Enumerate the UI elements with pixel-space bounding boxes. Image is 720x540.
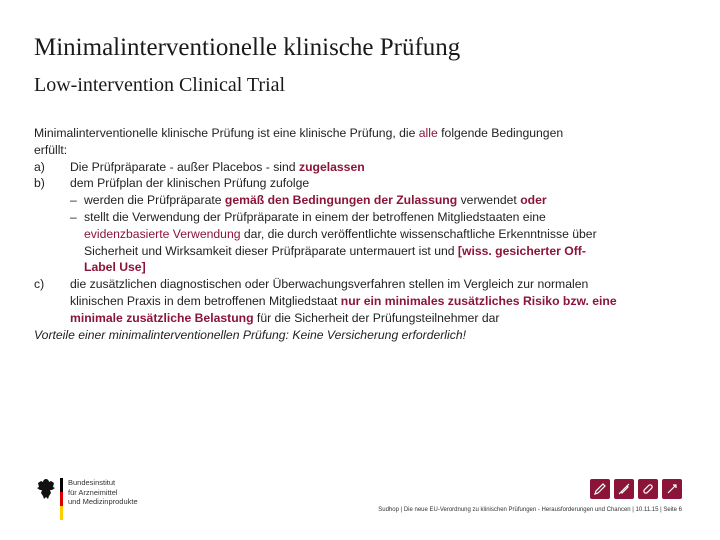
item-c-cont-1 xyxy=(34,293,694,310)
institution-line: für Arzneimittel xyxy=(68,487,118,497)
sub2-text-1: stellt die Verwendung der Prüfpräparate in einem der betroffenen Mitgliedstaaten eine xyxy=(84,209,546,224)
item-a-highlight: zugelassen xyxy=(298,159,365,174)
sub2-highlight-3: [wiss. gesicherter Off- xyxy=(457,243,586,258)
item-a-label: a) xyxy=(34,159,45,174)
pen-icon xyxy=(590,479,610,499)
item-a xyxy=(34,159,694,176)
sub2-text-3: Sicherheit und Wirksamkeit dieser Prüfpräparate untermauert ist und xyxy=(84,243,458,258)
flag-bar xyxy=(60,478,63,520)
dash-bullet: – xyxy=(70,209,77,224)
item-c-text-2: klinischen Praxis in dem betroffenen Mitgliedstaat xyxy=(70,293,341,308)
capsule-icon xyxy=(638,479,658,499)
sub1-text-2: verwendet xyxy=(457,193,521,208)
item-b-sub-2-cont-1 xyxy=(34,226,694,243)
sub1-text-1: werden die Prüfpräparate xyxy=(84,193,225,208)
item-c-text-1: die zusätzlichen diagnostischen oder Überwachungsverfahren stellen im Vergleich zur normalen xyxy=(70,277,589,292)
sub1-highlight: gemäß den Bedingungen der Zulassung xyxy=(224,193,458,208)
item-b xyxy=(34,175,694,192)
dash-bullet: – xyxy=(70,193,77,208)
item-b-label: b) xyxy=(34,176,45,191)
item-b-sub-2-cont-3 xyxy=(34,259,694,276)
federal-eagle-icon xyxy=(36,478,56,500)
item-c xyxy=(34,276,694,293)
item-b-sub-1 xyxy=(34,192,694,209)
item-c-label: c) xyxy=(34,277,45,292)
footer-citation: Sudhop | Die neue EU-Verordnung zu klinischen Prüfungen - Herausforderungen und Chancen | 10.11.15 | Seite 6 xyxy=(378,507,682,513)
item-c-highlight-2: minimale zusätzliche Belastung xyxy=(70,310,254,325)
page-subtitle: Low-intervention Clinical Trial xyxy=(34,74,286,96)
institution-line: und Medizinprodukte xyxy=(68,497,138,506)
sub2-highlight-4: Label Use] xyxy=(84,260,146,275)
intro-line-1 xyxy=(34,125,694,142)
sub2-text-2: dar, die durch veröffentlichte wissenschaftliche Erkenntnisse über xyxy=(240,226,597,241)
institution-name xyxy=(68,478,138,507)
sub1-highlight-2: oder xyxy=(520,193,547,208)
item-c-text-3: für die Sicherheit der Prüfungsteilnehmer dar xyxy=(253,310,500,325)
institution-logo xyxy=(36,478,138,520)
page-title: Minimalinterventionelle klinische Prüfung xyxy=(34,34,461,61)
item-b-text: dem Prüfplan der klinischen Prüfung zufolge xyxy=(70,176,310,191)
intro-text-2: folgende Bedingungen xyxy=(437,126,564,140)
item-a-text: Die Prüfpräparate - außer Placebos - sind xyxy=(70,159,299,174)
advantage-note: Vorteile einer minimalinterventionellen Prüfung: Keine Versicherung erforderlich! xyxy=(34,327,466,342)
needle-icon xyxy=(662,479,682,499)
item-c-highlight-1: nur ein minimales zusätzliches Risiko bzw. eine xyxy=(340,293,617,308)
syringe-icon xyxy=(614,479,634,499)
intro-text: Minimalinterventionelle klinische Prüfung ist eine klinische Prüfung, die xyxy=(34,126,419,140)
item-b-sub-2 xyxy=(34,209,694,226)
definition-body xyxy=(34,125,694,343)
footer-icons xyxy=(590,479,682,499)
sub2-highlight: evidenzbasierte Verwendung xyxy=(84,226,241,241)
institution-line: Bundesinstitut xyxy=(68,478,116,487)
intro-highlight: alle xyxy=(418,126,438,140)
intro-line-2: erfüllt: xyxy=(34,142,68,157)
item-c-cont-2 xyxy=(34,310,694,327)
item-b-sub-2-cont-2 xyxy=(34,243,694,260)
